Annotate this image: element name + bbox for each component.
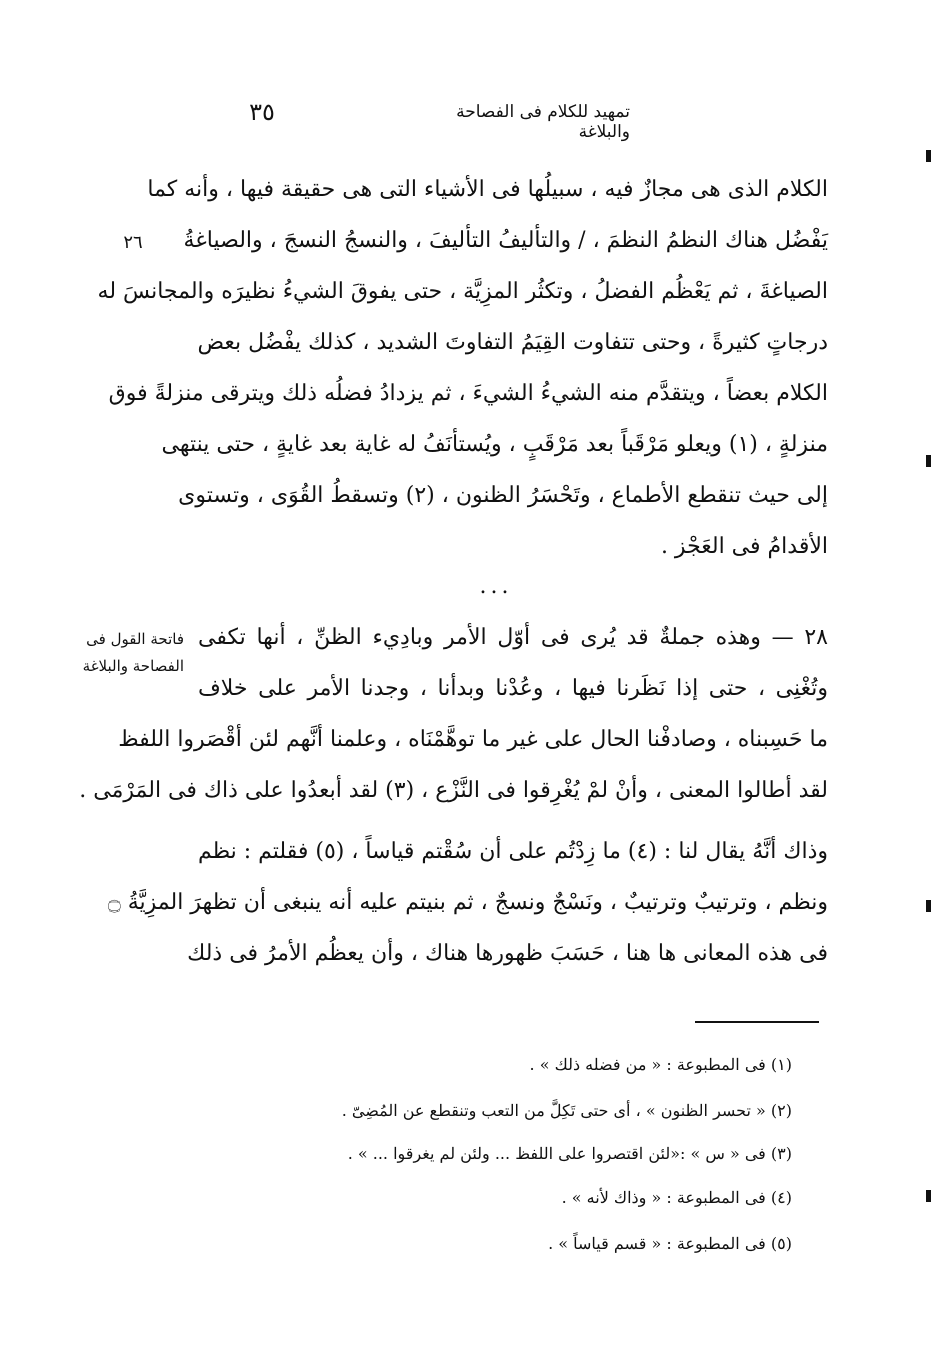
margin-note (44, 626, 184, 680)
margin-reference-number: ٢٦ (123, 232, 143, 253)
text-line: إلى حيث تنقطع الأطماع ، وتَحْسَرُ الظنون ، (٢) وتسقطُ القُوَى ، وتستوى (178, 483, 828, 508)
margin-note-line: الفصاحة والبلاغة (82, 657, 184, 675)
footnote: (٣) فى « س » :«لئن اقتصروا على اللفظ ... ولئن لم يغرقوا ... » . (347, 1144, 792, 1163)
running-head: تمهيد للكلام فى الفصاحة والبلاغة (456, 102, 630, 142)
text-line: درجاتٍ كثيرةً ، وحتى تتفاوت القِيَمُ التفاوتَ الشديد ، كذلك يفْضُل بعض (197, 330, 828, 355)
text-line: ٢٨ — وهذه جملةٌ قد يُرى فى أوّل الأمر وبادِيء الظنِّ ، أنها تكفى (198, 625, 828, 650)
text-line: منزلةٍ ، (١) ويعلو مَرْقَباً بعد مَرْقَبٍ ، ويُستأنَفُ له غاية بعد غايةٍ ، حتى ينتهى (161, 432, 828, 457)
text-line: ما حَسِبناه ، وصادفْنا الحال على غير ما توهَّمْنَاه ، وعلمنا أنَّهم لئن أقْصَروا اللفظ (118, 727, 828, 752)
page-number: ٣٥ (249, 98, 275, 126)
scan-edge-mark (926, 900, 931, 912)
section-break: ... (479, 574, 513, 599)
footnote: (٥) فى المطبوعة : « قسم قياساً » . (548, 1234, 792, 1253)
text-line: ونظم ، وترتيبٌ وترتيبٌ ، ونَسْجٌ ونسجٌ ، ثم بنيتم عليه أنه ينبغى أن تظهرَ المزِيَّةُ ۝ (107, 890, 828, 915)
text-line: فى هذه المعانى ها هنا ، حَسَبَ ظهورها هناك ، وأن يعظُم الأمرُ فى ذلك (187, 941, 828, 966)
footnote: (٤) فى المطبوعة : « وذاك لأنه » . (561, 1188, 792, 1207)
paragraph-3 (107, 826, 828, 986)
footnote: (٢) « تحسر الظنون » ، أى حتى تَكِلَّ من التعب وتنقطع عن المُضِىّ . (341, 1101, 792, 1120)
footnote-separator (695, 1021, 819, 1023)
text-line: الكلام بعضاً ، ويتقدَّم منه الشيءُ الشيءَ ، ثم يزدادُ فضلُه ذلك ويترقى منزلةً فوق (108, 381, 828, 406)
text-line: وتُغْنِى ، حتى إذا نَظَرنا فيها ، وعُدْنا وبدأنا ، وجدنا الأمر على خلاف (198, 676, 828, 701)
scan-edge-mark (926, 455, 931, 467)
text-line: لقد أطالوا المعنى ، وأنْ لمْ يُغْرِقوا فى النَّزْع ، (٣) لقد أبعدُوا على ذاك فى المَرْمَى . (79, 778, 828, 803)
text-line: الصياغةَ ، ثم يَعْظُم الفضلُ ، وتكثُر المزِيَّة ، حتى يفوقَ الشيءُ نظيرَه والمجانسَ له (97, 279, 828, 304)
margin-note-line: فاتحة القول فى (86, 630, 184, 648)
scan-edge-mark (926, 150, 931, 162)
text-line: الكلام الذى هى مجازٌ فيه ، سبيلُها فى الأشياء التى هى حقيقة فيها ، وأنه كما (147, 177, 828, 202)
footnote: (١) فى المطبوعة : « من فضله ذلك » . (529, 1055, 792, 1074)
text-line: الأقدامُ فى العَجْز . (660, 534, 828, 559)
text-line: وذاك أنَّهُ يقال لنا : (٤) ما زِدْتُم على أن سُقْتم قياساً ، (٥) فقلتم : نظم (197, 839, 828, 864)
text-line: يَفْضُل هناك النظمُ النظمَ ، / والتأليفُ التأليفَ ، والنسجُ النسجَ ، والصياغةُ (183, 228, 828, 253)
scan-edge-mark (926, 1190, 931, 1202)
